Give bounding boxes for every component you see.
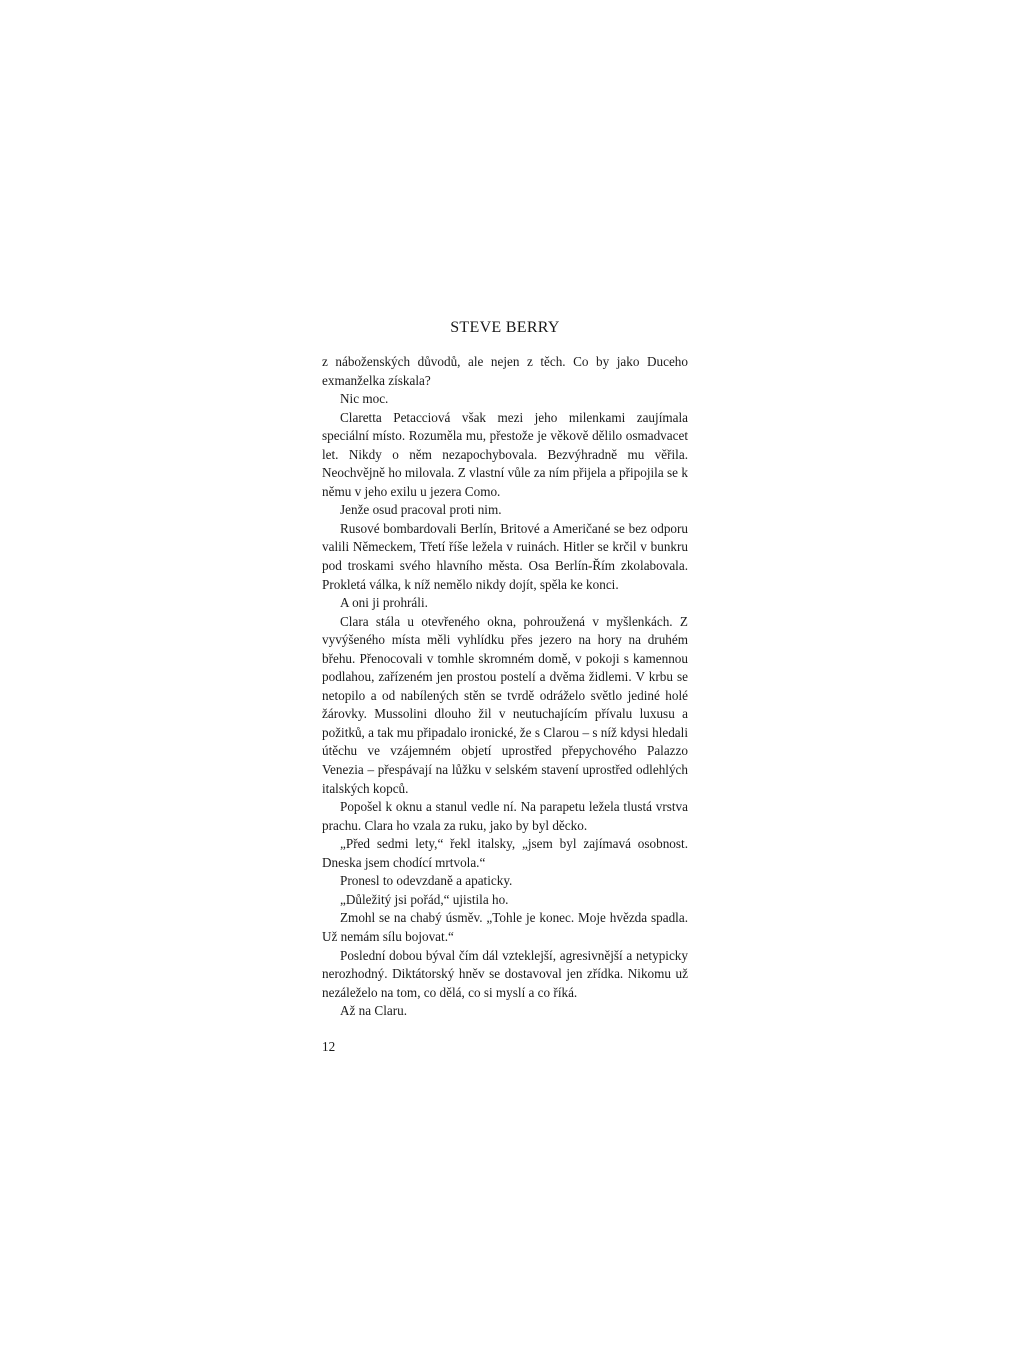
paragraph: „Před sedmi lety,“ řekl italsky, „jsem byl zajímavá osobnost. Dneska jsem chodící mrtvola.“ <box>322 836 688 870</box>
paragraph: Rusové bombardovali Berlín, Britové a Američané se bez odporu valili Německem, Třetí říše ležela v ruinách. Hitler se krčil v bunkru pod troskami svého hlavního města. Osa Berlín-Řím zkolabovala. Prokletá válka, k níž nemělo nikdy dojít, spěla ke konci. <box>322 520 688 592</box>
paragraph: Claretta Petacciová však mezi jeho milenkami zaujímala speciální místo. Rozuměla mu, přestože je věkově dělilo osmadvacet let. Nikdy o něm nezapochybovala. Bezvýhradně mu věřila. Neochvějně ho milovala. Z vlastní vůle za ním přijela a připojila se k němu v jeho exilu u jezera Como. <box>322 409 688 499</box>
paragraph: Poslední dobou býval čím dál vzteklejší, agresivnější a netypicky nerozhodný. Diktátorský hněv se dostavoval jen zřídka. Nikomu už nezáleželo na tom, co dělá, co si myslí a co říká. <box>322 947 688 1000</box>
page-number: 12 <box>322 1039 336 1054</box>
paragraph: „Důležitý jsi pořád,“ ujistila ho. <box>340 891 509 907</box>
paragraph: Zmohl se na chabý úsměv. „Tohle je konec. Moje hvězda spadla. Už nemám sílu bojovat.“ <box>322 910 688 944</box>
paragraph: Popošel k oknu a stanul vedle ní. Na parapetu ležela tlustá vrstva prachu. Clara ho vzala za ruku, jako by byl děcko. <box>322 799 688 833</box>
paragraph: Nic moc. <box>340 391 389 407</box>
paragraph: Jenže osud pracoval proti nim. <box>340 502 502 518</box>
paragraph: z náboženských důvodů, ale nejen z těch. Co by jako Duceho exmanželka získala? <box>322 354 688 388</box>
paragraph: A oni ji prohráli. <box>340 595 428 611</box>
paragraph: Až na Claru. <box>340 1003 408 1019</box>
body-text <box>322 353 688 1021</box>
paragraph: Clara stála u otevřeného okna, pohroužená v myšlenkách. Z vyvýšeného místa měli vyhlídku přes jezero na hory na druhém břehu. Přenocovali v tomhle skromném domě, v pokoji s kamennou podlahou, zařízeném jen prostou postelí a dvěma židlemi. V krbu se netopilo a od nabílených stěn se tvrdě odráželo světlo jediné holé žárovky. Mussolini dlouho žil v neutuchajícím přívalu luxusu a požitků, a tak mu připadalo ironické, že s Clarou – s níž kdysi hledali útěchu ve vzájemném objetí uprostřed přepychového Palazzo Venezia – přespávají na lůžku v selském stavení uprostřed odlehlých italských kopců. <box>322 613 688 796</box>
paragraph: Pronesl to odevzdaně a apaticky. <box>340 873 513 889</box>
running-head: STEVE BERRY <box>450 319 560 336</box>
